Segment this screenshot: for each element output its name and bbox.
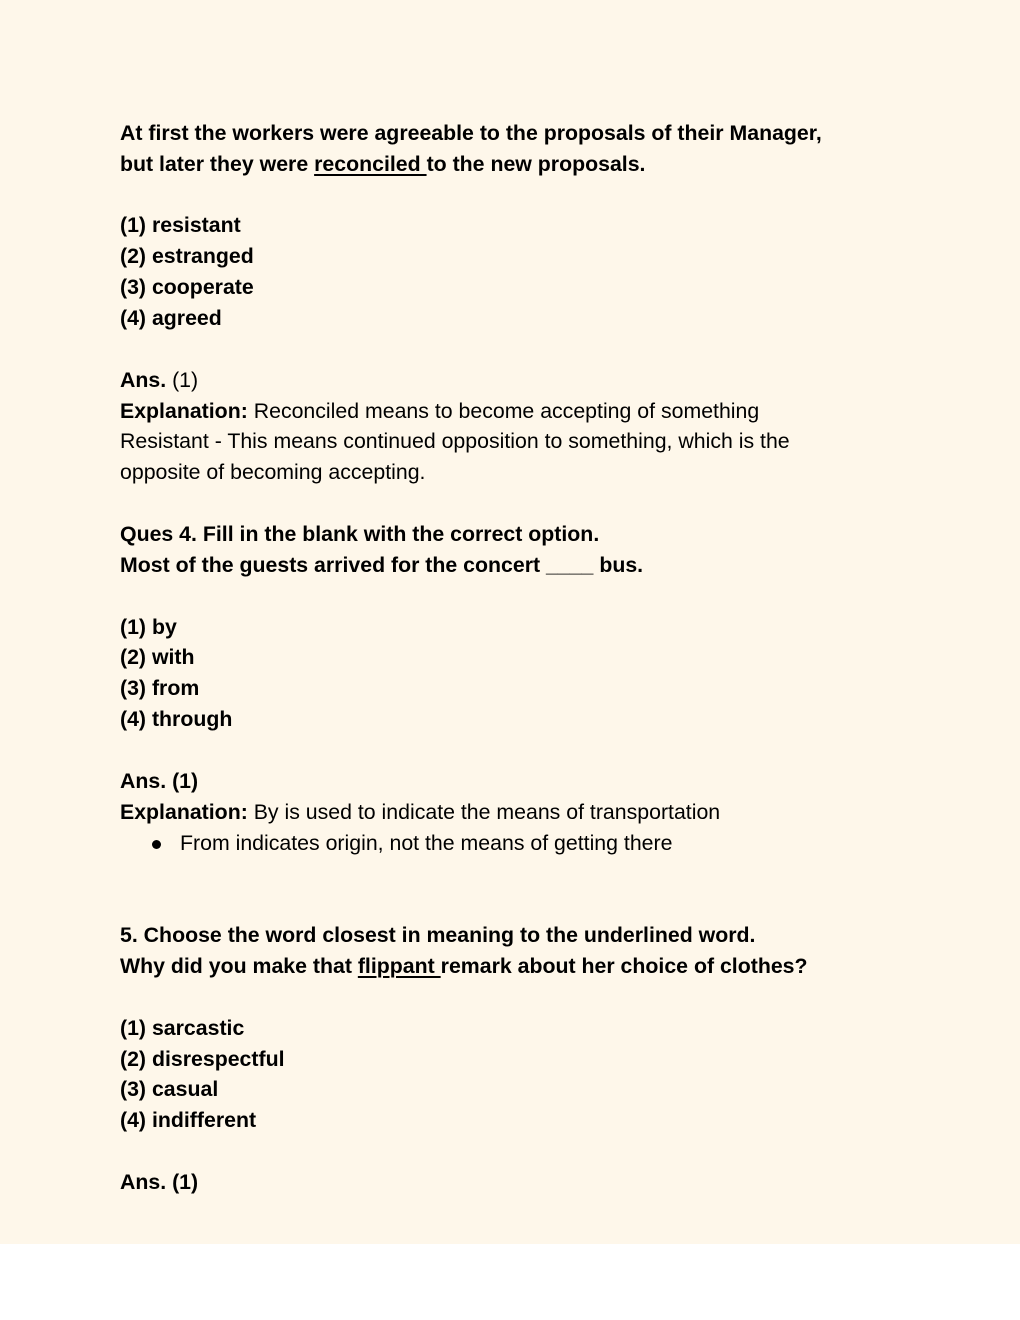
q3-option-2: (2) estranged bbox=[120, 244, 254, 268]
q5-option-1: (1) sarcastic bbox=[120, 1016, 245, 1040]
q4-blank: ____ bbox=[546, 553, 594, 577]
q4-bullet-text: From indicates origin, not the means of getting there bbox=[180, 831, 673, 855]
q3-underlined-word: reconciled bbox=[314, 152, 427, 176]
q3-explanation-line2: Resistant - This means continued opposition to something, which is the bbox=[120, 429, 790, 453]
q3-option-3: (3) cooperate bbox=[120, 275, 254, 299]
q3-ans-label: Ans. bbox=[120, 368, 167, 392]
q3-explanation-text: Reconciled means to become accepting of something bbox=[247, 399, 760, 423]
q3-stem-line1 bbox=[120, 118, 822, 149]
q3-stem-part3: to the new proposals. bbox=[426, 152, 646, 176]
q3-option-1: (1) resistant bbox=[120, 213, 241, 237]
q5-option-3: (3) casual bbox=[120, 1077, 219, 1101]
q4-option-3: (3) from bbox=[120, 676, 200, 700]
q4-stem bbox=[120, 550, 643, 581]
q3-explanation bbox=[120, 396, 759, 427]
q4-stem-text: Most of the guests arrived for the concert bbox=[120, 553, 547, 577]
q3-ans-value: (1) bbox=[166, 368, 199, 392]
q4-explanation-label: Explanation: bbox=[120, 800, 248, 824]
q4-answer: Ans. (1) bbox=[120, 769, 199, 793]
q4-explanation-text: By is used to indicate the means of transportation bbox=[247, 800, 721, 824]
q3-stem-line2 bbox=[120, 149, 645, 180]
q5-stem-part2: remark about her choice of clothes? bbox=[440, 954, 808, 978]
q5-option-2: (2) disrespectful bbox=[120, 1047, 285, 1071]
q4-option-2: (2) with bbox=[120, 645, 195, 669]
q5-answer: Ans. (1) bbox=[120, 1170, 199, 1194]
q3-explanation-label: Explanation: bbox=[120, 399, 248, 423]
q4-option-1: (1) by bbox=[120, 615, 177, 639]
q3-answer bbox=[120, 365, 198, 396]
q3-option-4: (4) agreed bbox=[120, 306, 222, 330]
q4-explanation bbox=[120, 797, 720, 828]
q3-explanation-line3: opposite of becoming accepting. bbox=[120, 460, 426, 484]
q3-stem-part1: At first the workers were agreeable to the proposals of their Manager, bbox=[120, 121, 822, 145]
q5-option-4: (4) indifferent bbox=[120, 1108, 257, 1132]
q3-stem-part2: but later they were bbox=[120, 152, 315, 176]
q4-stem-end: bus. bbox=[593, 553, 644, 577]
bullet-dot-icon bbox=[152, 840, 161, 849]
q5-stem bbox=[120, 951, 808, 982]
q5-stem-part1: Why did you make that bbox=[120, 954, 358, 978]
q5-title: 5. Choose the word closest in meaning to the underlined word. bbox=[120, 923, 756, 947]
q5-underlined-word: flippant bbox=[357, 954, 441, 978]
q4-option-4: (4) through bbox=[120, 707, 233, 731]
q4-title: Ques 4. Fill in the blank with the correct option. bbox=[120, 522, 600, 546]
